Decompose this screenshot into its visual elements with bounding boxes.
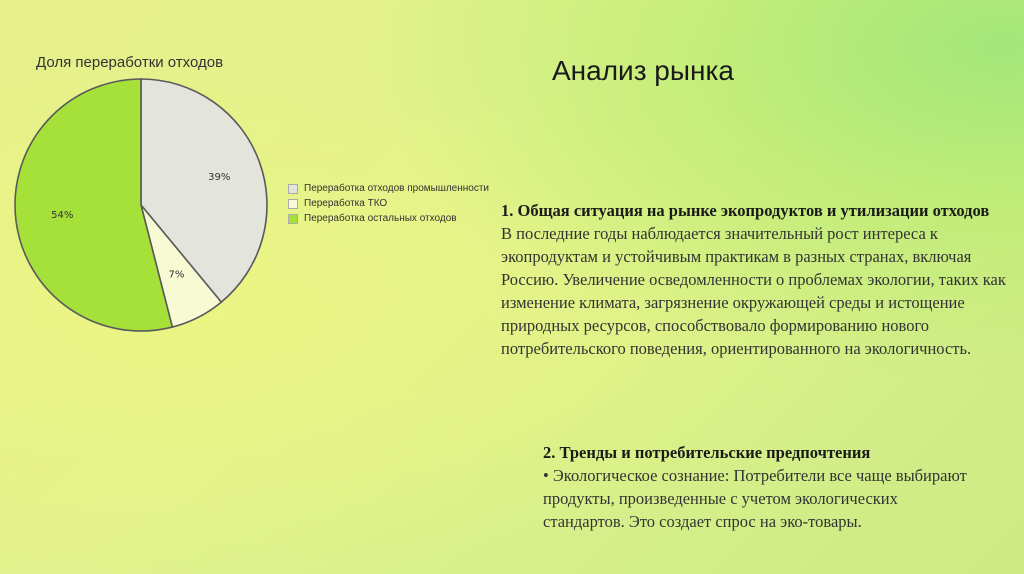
legend-swatch-tko	[288, 199, 298, 209]
section-body: В последние годы наблюдается значительный рост интереса к экопродуктам и устойчивым практикам в разных странах, включая Россию. Увеличение осведомленности о проблемах экологии, таких как изменение климата, загрязнение окружающей среды и истощение природных ресурсов, способствовало формированию нового потребительского поведения, ориентированного на экологичность.	[501, 224, 1006, 358]
legend-label: Переработка отходов промышленности	[304, 183, 490, 194]
pie-data-label: 54%	[51, 209, 74, 221]
legend-label: Переработка остальных отходов	[304, 213, 457, 224]
pie-chart	[0, 0, 300, 340]
legend-item	[288, 181, 489, 196]
legend-item	[288, 196, 489, 211]
section-market-situation	[501, 199, 1021, 360]
chart-legend	[288, 181, 489, 226]
legend-swatch-other	[288, 214, 298, 224]
section-trends	[543, 441, 983, 533]
section-heading: 2. Тренды и потребительские предпочтения	[543, 443, 871, 462]
legend-item	[288, 211, 489, 226]
section-body: • Экологическое сознание: Потребители все чаще выбирают продукты, произведенные с учетом экологических стандартов. Это создает спрос на эко-товары.	[543, 466, 967, 531]
chart-title: Доля переработки отходов	[36, 54, 224, 71]
legend-swatch-industrial	[288, 184, 298, 194]
pie-data-label: 7%	[168, 269, 185, 281]
pie-data-label: 39%	[208, 171, 231, 183]
page-title: Анализ рынка	[552, 55, 734, 86]
section-heading: 1. Общая ситуация на рынке экопродуктов и утилизации отходов	[501, 201, 990, 220]
legend-label: Переработка ТКО	[304, 198, 388, 209]
